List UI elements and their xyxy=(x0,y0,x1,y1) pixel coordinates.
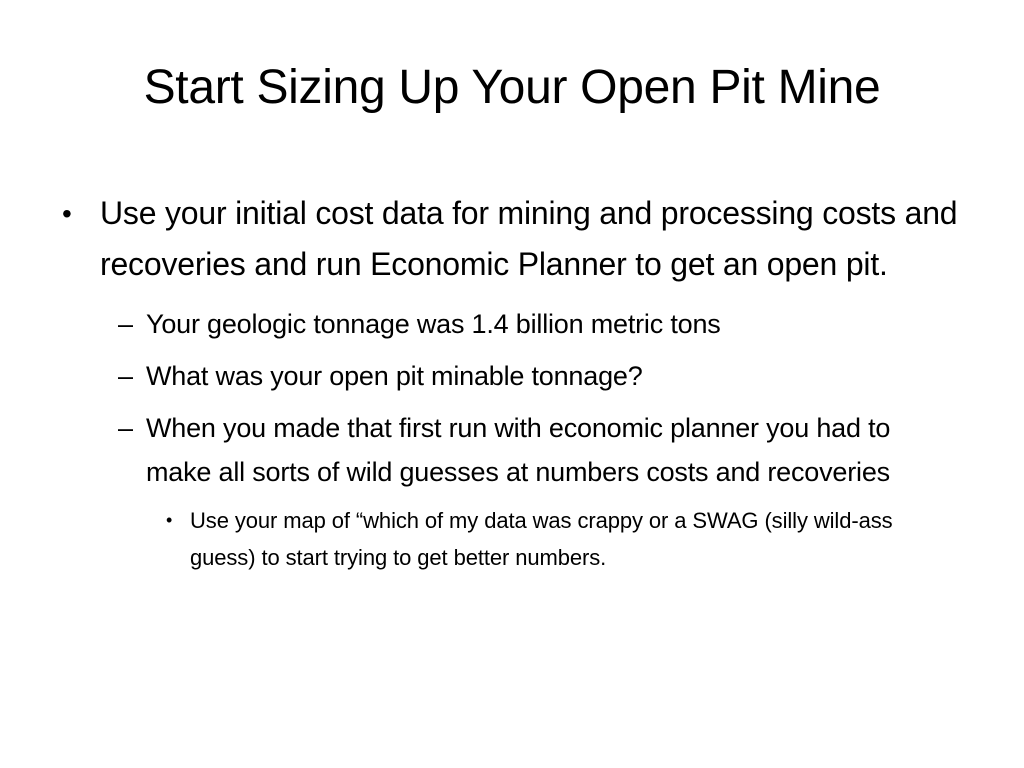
sub-sub-bullet-item xyxy=(62,502,962,576)
sub-bullet-text: When you made that first run with economic planner you had to make all sorts of wild guesses at numbers costs and recoveries xyxy=(146,413,891,487)
sub-bullet-item xyxy=(62,354,962,398)
sub-bullet-text: Your geologic tonnage was 1.4 billion metric tons xyxy=(146,309,721,339)
dash-marker: – xyxy=(118,309,133,339)
dash-marker: – xyxy=(118,413,133,443)
bullet-marker: • xyxy=(166,510,173,530)
sub-bullet-item xyxy=(62,302,962,346)
bullet-text: Use your initial cost data for mining and processing costs and recoveries and run Economic Planner to get an open pit. xyxy=(100,195,958,282)
bullet-marker: • xyxy=(62,198,72,229)
sub-bullet-item xyxy=(62,406,962,494)
sub-sub-bullet-text: Use your map of “which of my data was crappy or a SWAG (silly wild-ass guess) to start trying to get better numbers. xyxy=(190,508,893,570)
slide-body xyxy=(62,188,962,576)
slide-title: Start Sizing Up Your Open Pit Mine xyxy=(143,61,881,114)
dash-marker: – xyxy=(118,361,133,391)
sub-bullet-text: What was your open pit minable tonnage? xyxy=(146,361,643,391)
sub-bullet-list xyxy=(62,302,962,494)
bullet-item xyxy=(62,188,962,290)
